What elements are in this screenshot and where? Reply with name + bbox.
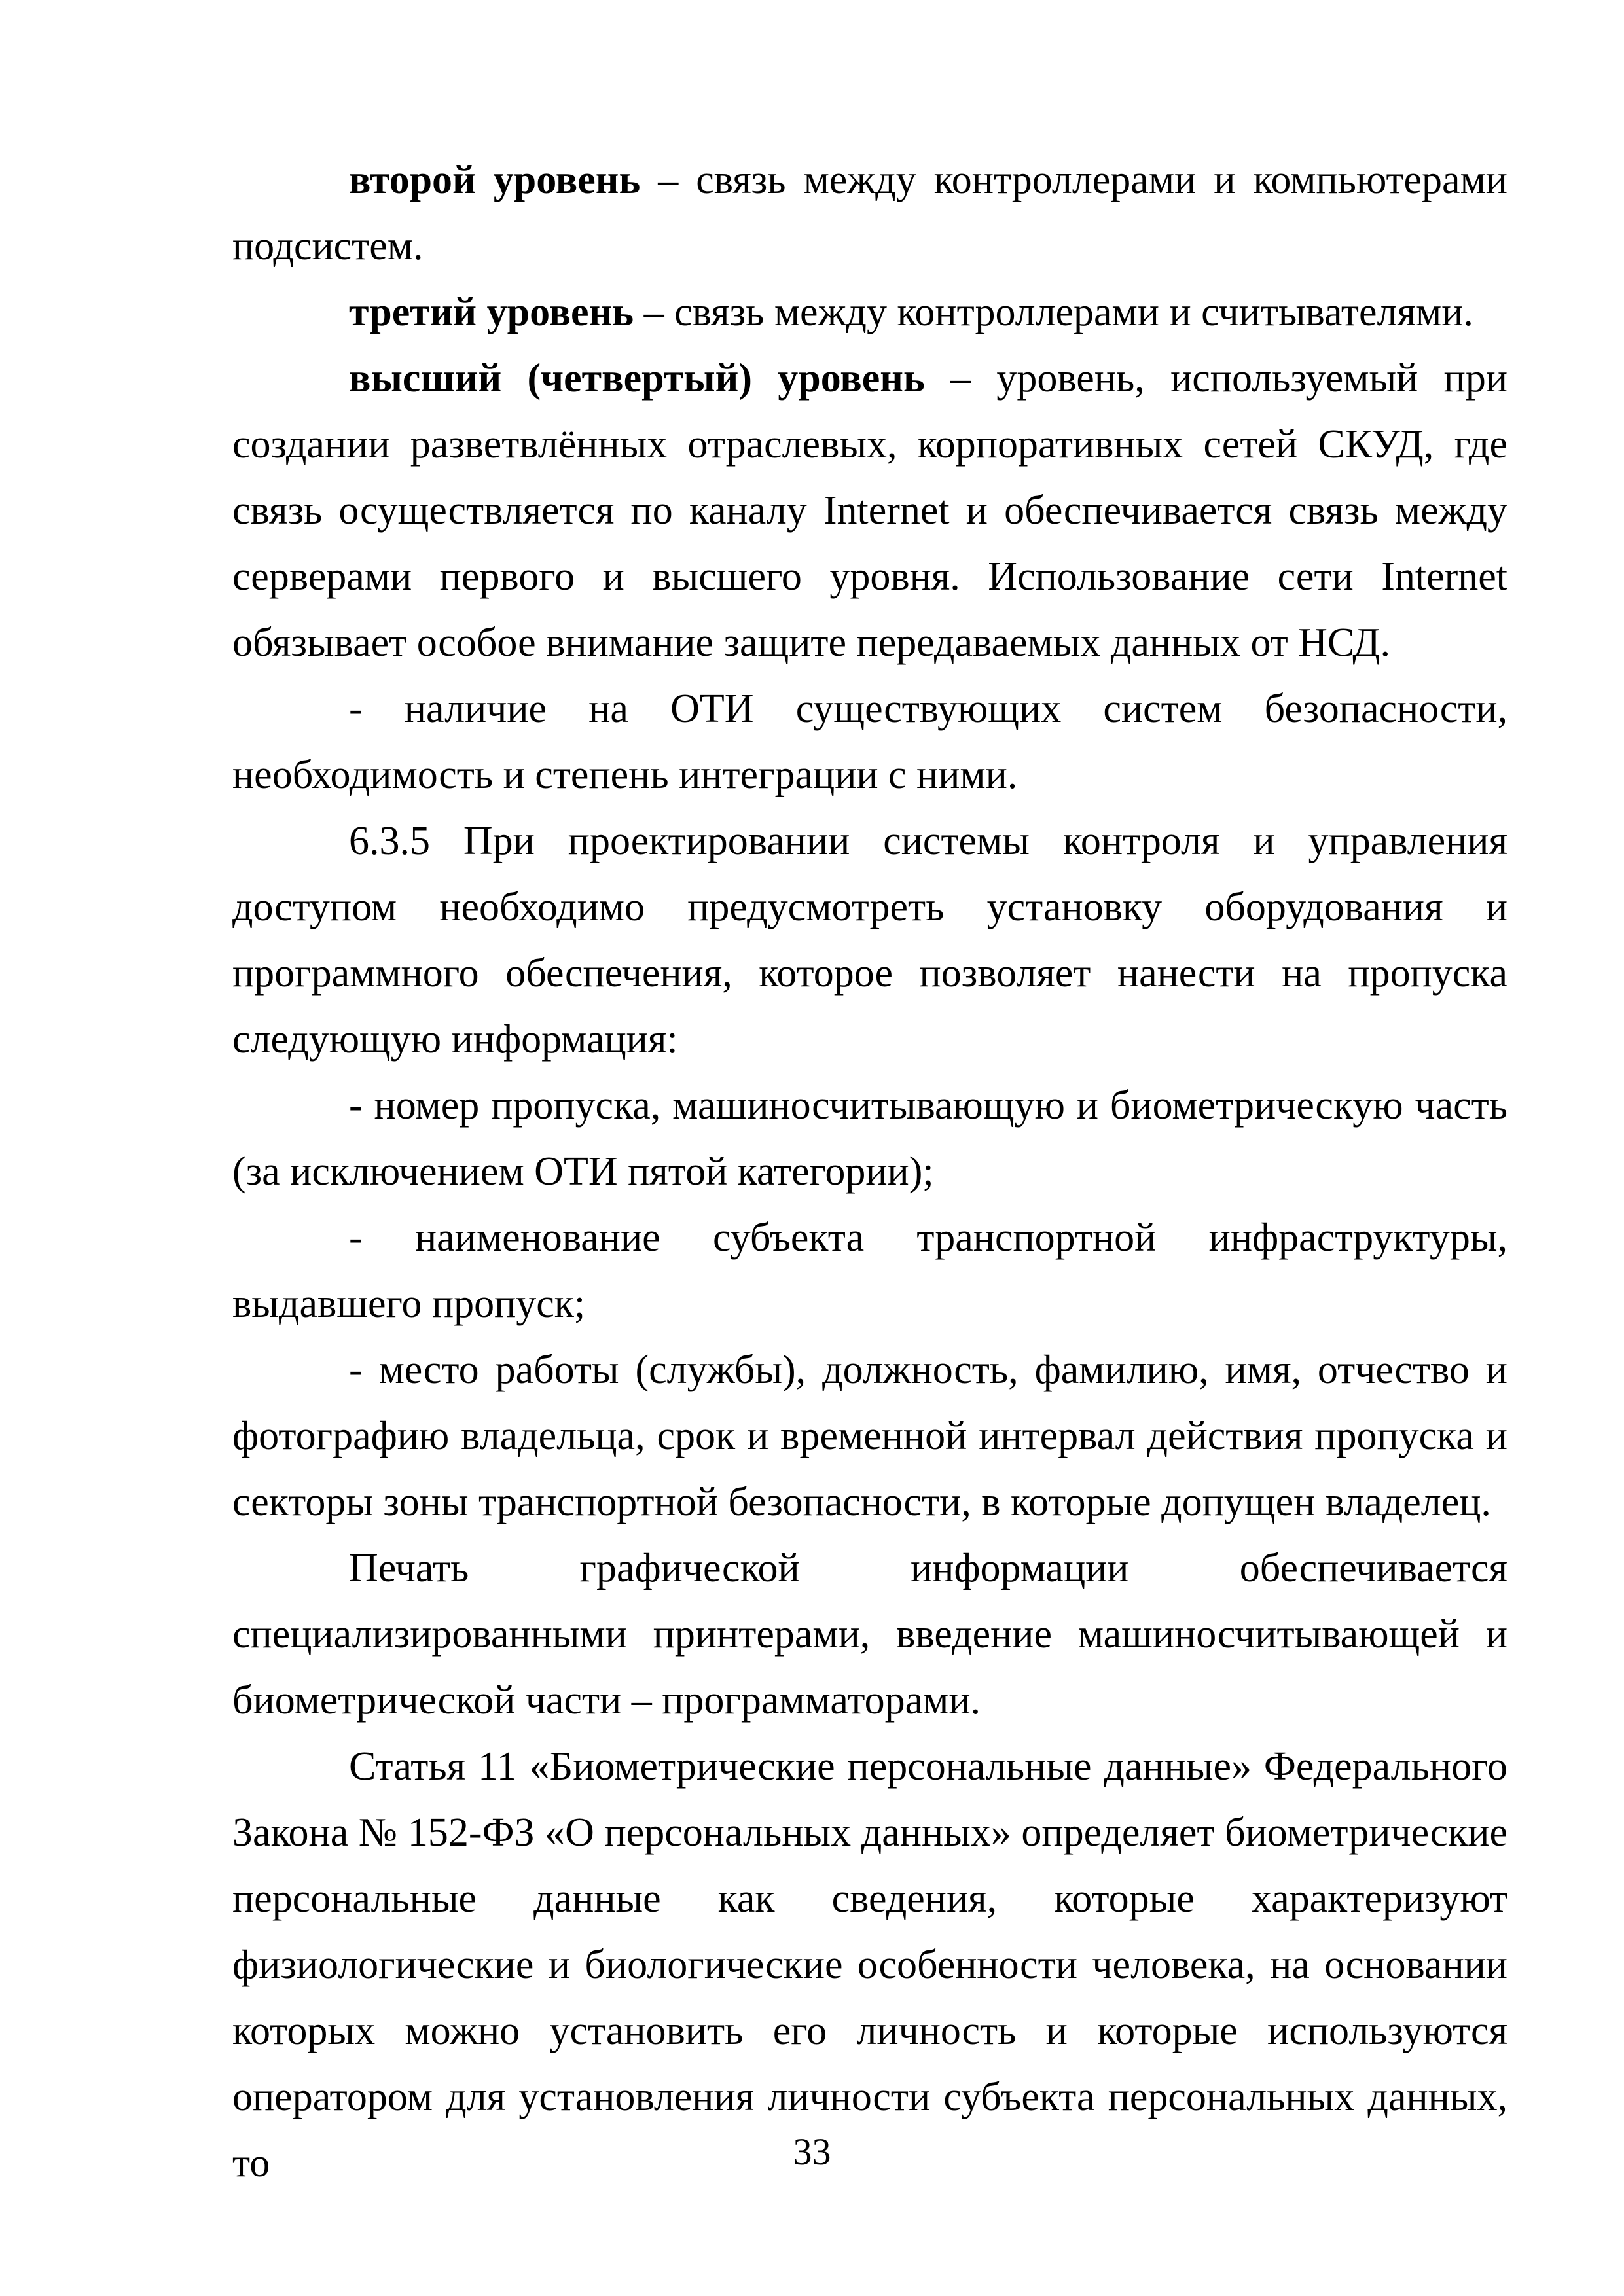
- term-level-2: второй уровень: [349, 158, 641, 202]
- list-item-owner-details: - место работы (службы), должность, фамилию, имя, отчество и фотографию владельца, срок и временной интервал действия пропуска и секторы зоны транспортной безопасности, в которые допущен владелец.: [232, 1348, 1507, 1524]
- paragraph-level-4: [232, 346, 1507, 676]
- paragraph-level-3: [232, 279, 1507, 346]
- paragraph-existing-systems: - наличие на ОТИ существующих систем безопасности, необходимость и степень интеграции с ними.: [232, 687, 1507, 797]
- level-4-description: – уровень, используемый при создании разветвлённых отраслевых, корпоративных сетей СКУД, где связь осуществляется по каналу Internet и обеспечивается связь между серверами первого и высшего уровня. Использование сети Internet обязывает особое внимание защите передаваемых данных от НСД.: [232, 356, 1507, 665]
- list-item-issuer-name: - наименование субъекта транспортной инфраструктуры, выдавшего пропуск;: [232, 1215, 1507, 1326]
- paragraph-printing: Печать графической информации обеспечивается специализированными принтерами, введение машиносчитывающей и биометрической части – программаторами.: [232, 1546, 1507, 1723]
- paragraph-article-11: Статья 11 «Биометрические персональные данные» Федерального Закона № 152-ФЗ «О персональных данных» определяет биометрические персональные данные как сведения, которые характеризуют физиологические и биологические особенности человека, на основании которых можно установить его личность и которые используются оператором для установления личности субъекта персональных данных, то: [232, 1744, 1507, 2185]
- paragraph-6-3-5: 6.3.5 При проектировании системы контроля и управления доступом необходимо предусмотреть установку оборудования и программного обеспечения, которое позволяет нанести на пропуска следующую информация:: [232, 819, 1507, 1062]
- level-2-description: – связь между контроллерами и компьютерами подсистем.: [232, 158, 1507, 268]
- term-level-3: третий уровень: [349, 290, 634, 334]
- list-item-pass-number: - номер пропуска, машиносчитывающую и биометрическую часть (за исключением ОТИ пятой категории);: [232, 1083, 1507, 1194]
- body-text: [232, 147, 1507, 2197]
- term-level-4: высший (четвертый) уровень: [349, 356, 925, 401]
- page-number: 33: [793, 2130, 831, 2173]
- level-3-description: – связь между контроллерами и считывателями.: [634, 290, 1473, 334]
- paragraph-level-2: [232, 147, 1507, 279]
